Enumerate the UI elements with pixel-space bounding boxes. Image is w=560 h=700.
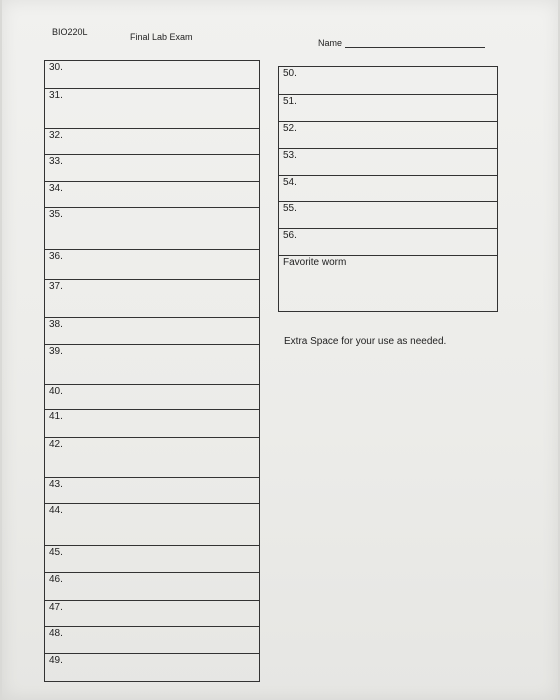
answer-number: 36. bbox=[49, 251, 63, 262]
answer-row[interactable] bbox=[45, 279, 259, 318]
answer-number: 55. bbox=[283, 203, 297, 214]
answer-number: 52. bbox=[283, 123, 297, 134]
answer-row[interactable] bbox=[45, 249, 259, 280]
answer-row[interactable] bbox=[45, 477, 259, 504]
answer-number: 48. bbox=[49, 628, 63, 639]
answer-number: 30. bbox=[49, 62, 63, 73]
answer-number: 53. bbox=[283, 150, 297, 161]
answer-row[interactable] bbox=[279, 94, 497, 122]
answer-row[interactable] bbox=[45, 181, 259, 208]
answer-table-right bbox=[278, 66, 498, 312]
answer-number: 56. bbox=[283, 230, 297, 241]
answer-row[interactable] bbox=[279, 148, 497, 176]
answer-number: 33. bbox=[49, 156, 63, 167]
answer-number: 45. bbox=[49, 547, 63, 558]
answer-number: 40. bbox=[49, 386, 63, 397]
exam-sheet bbox=[2, 0, 558, 700]
answer-row[interactable] bbox=[45, 61, 259, 88]
answer-row[interactable] bbox=[45, 572, 259, 601]
answer-row[interactable] bbox=[45, 503, 259, 546]
answer-number: 54. bbox=[283, 177, 297, 188]
course-code: BIO220L bbox=[52, 27, 88, 37]
answer-number: 32. bbox=[49, 130, 63, 141]
answer-table-left bbox=[44, 60, 260, 682]
answer-row[interactable] bbox=[45, 409, 259, 438]
answer-number: 44. bbox=[49, 505, 63, 516]
name-field-line[interactable] bbox=[345, 47, 485, 48]
answer-number: 42. bbox=[49, 439, 63, 450]
answer-row[interactable] bbox=[45, 88, 259, 129]
answer-row[interactable] bbox=[45, 317, 259, 345]
answer-number: 43. bbox=[49, 479, 63, 490]
answer-row[interactable] bbox=[279, 228, 497, 256]
answer-number: 35. bbox=[49, 209, 63, 220]
answer-number: 34. bbox=[49, 183, 63, 194]
answer-row[interactable] bbox=[45, 626, 259, 654]
answer-row[interactable] bbox=[279, 121, 497, 149]
answer-row[interactable] bbox=[45, 653, 259, 682]
answer-row[interactable] bbox=[45, 437, 259, 478]
answer-number: 39. bbox=[49, 346, 63, 357]
answer-row[interactable] bbox=[45, 545, 259, 573]
favorite-worm-row[interactable] bbox=[279, 255, 497, 312]
answer-number: 50. bbox=[283, 68, 297, 79]
answer-row[interactable] bbox=[279, 67, 497, 94]
answer-row[interactable] bbox=[279, 175, 497, 202]
answer-row[interactable] bbox=[45, 154, 259, 182]
answer-row[interactable] bbox=[279, 201, 497, 229]
extra-space-note: Extra Space for your use as needed. bbox=[284, 336, 447, 347]
answer-number: 46. bbox=[49, 574, 63, 585]
favorite-worm-label: Favorite worm bbox=[283, 257, 347, 268]
answer-row[interactable] bbox=[45, 384, 259, 410]
answer-number: 49. bbox=[49, 655, 63, 666]
answer-row[interactable] bbox=[45, 207, 259, 250]
exam-title: Final Lab Exam bbox=[130, 32, 193, 42]
answer-number: 38. bbox=[49, 319, 63, 330]
answer-number: 47. bbox=[49, 602, 63, 613]
answer-number: 51. bbox=[283, 96, 297, 107]
answer-number: 31. bbox=[49, 90, 63, 101]
name-label: Name bbox=[318, 38, 343, 48]
answer-number: 37. bbox=[49, 281, 63, 292]
answer-number: 41. bbox=[49, 411, 63, 422]
answer-row[interactable] bbox=[45, 600, 259, 627]
answer-row[interactable] bbox=[45, 344, 259, 385]
answer-row[interactable] bbox=[45, 128, 259, 155]
